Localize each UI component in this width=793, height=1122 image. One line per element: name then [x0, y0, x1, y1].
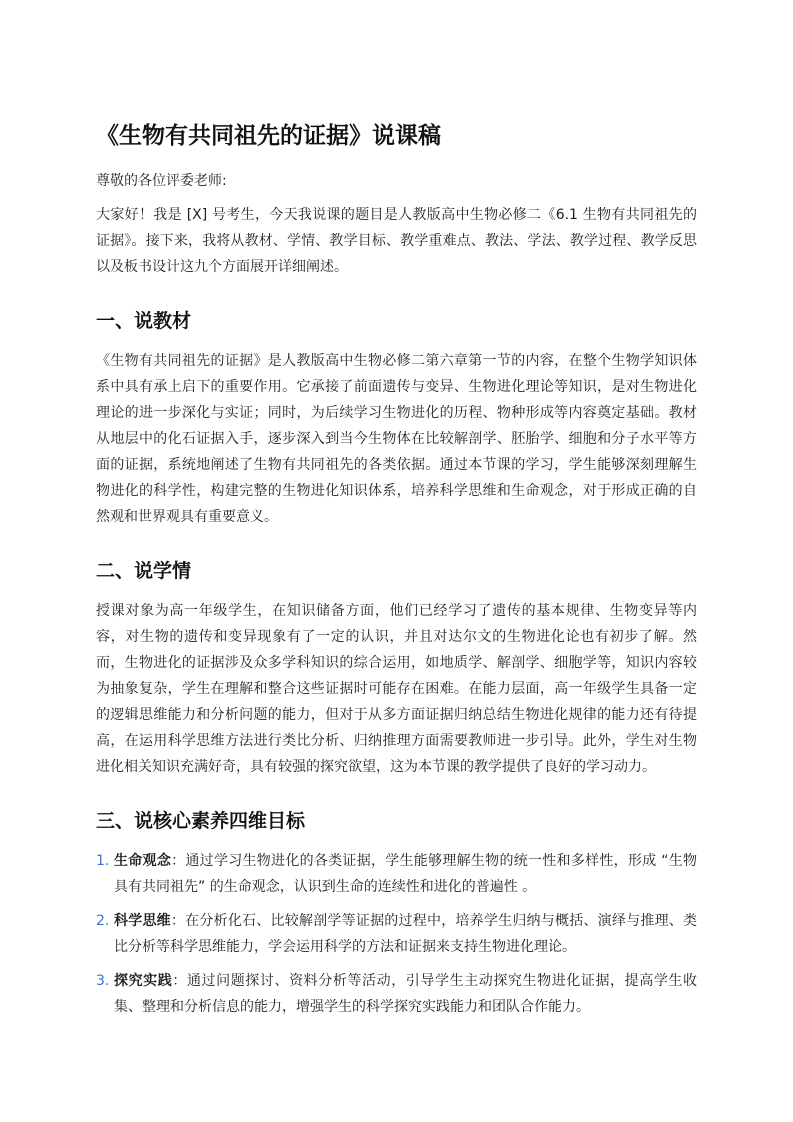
section-heading-textbook: 一、说教材 — [96, 310, 192, 332]
section-body-students: 授课对象为高一年级学生，在知识储备方面，他们已经学习了遗传的基本规律、生物变异等内容，对生物的遗传和变异现象有了一定的认识，并且对达尔文的生物进化论也有初步了解。然而，生物进化的证据涉及众多学科知识的综合运用，如地质学、解剖学、细胞学等，知识内容较为抽象复杂，学生在理解和整合这些证据时可能存在困难。在能力层面，高一年级学生具备一定的逻辑思维能力和分析问题的能力，但对于从多方面证据归纳总结生物进化规律的能力还有待提高，在运用科学思维方法进行类比分析、归纳推理方面需要教师进一步引导。此外，学生对生物进化相关知识充满好奇，具有较强的探究欲望，这为本节课的教学提供了良好的学习动力。 — [96, 603, 697, 775]
list-number: 2. — [96, 913, 110, 929]
list-item — [96, 968, 697, 1020]
document-title: 《生物有共同祖先的证据》说课稿 — [96, 123, 441, 149]
goal-term: 探究实践 — [114, 973, 173, 989]
goals-list — [96, 848, 697, 1020]
goal-separator: ： — [172, 973, 187, 989]
list-item — [96, 848, 697, 900]
greeting-paragraph: 尊敬的各位评委老师: — [96, 173, 227, 189]
goal-separator: ： — [171, 853, 186, 869]
list-item — [96, 908, 697, 960]
goal-term: 生命观念 — [114, 853, 172, 869]
goal-term: 科学思维 — [114, 913, 171, 929]
intro-paragraph: 大家好！我是 [X] 号考生，今天我说课的题目是人教版高中生物必修二《6.1 生物有共同祖先的证据》。接下来，我将从教材、学情、教学目标、教学重难点、教法、学法、教学过程、教学反思以及板书设计这九个方面展开详细阐述。 — [96, 207, 697, 275]
goal-text: 通过问题探讨、资料分析等活动，引导学生主动探究生物进化证据，提高学生收集、整理和分析信息的能力，增强学生的科学探究实践能力和团队合作能力。 — [114, 973, 698, 1015]
list-number: 3. — [96, 973, 110, 989]
section-body-textbook: 《生物有共同祖先的证据》是人教版高中生物必修二第六章第一节的内容，在整个生物学知识体系中具有承上启下的重要作用。它承接了前面遗传与变异、生物进化理论等知识，是对生物进化理论的进一步深化与实证；同时，为后续学习生物进化的历程、物种形成等内容奠定基础。教材从地层中的化石证据入手，逐步深入到当今生物体在比较解剖学、胚胎学、细胞和分子水平等方面的证据，系统地阐述了生物有共同祖先的各类依据。通过本节课的学习，学生能够深刻理解生物进化的科学性，构建完整的生物进化知识体系，培养科学思维和生命观念，对于形成正确的自然观和世界观具有重要意义。 — [96, 353, 697, 525]
goal-text: 通过学习生物进化的各类证据，学生能够理解生物的统一性和多样性，形成 “生物具有共同祖先” 的生命观念，认识到生命的连续性和进化的普遍性 。 — [114, 853, 698, 895]
goal-separator: ： — [170, 913, 186, 929]
goal-text: 在分析化石、比较解剖学等证据的过程中，培养学生归纳与概括、演绎与推理、类比分析等科学思维能力，学会运用科学的方法和证据来支持生物进化理论。 — [114, 913, 698, 955]
list-number: 1. — [96, 853, 110, 869]
section-heading-goals: 三、说核心素养四维目标 — [96, 810, 306, 832]
section-heading-students: 二、说学情 — [96, 560, 192, 582]
